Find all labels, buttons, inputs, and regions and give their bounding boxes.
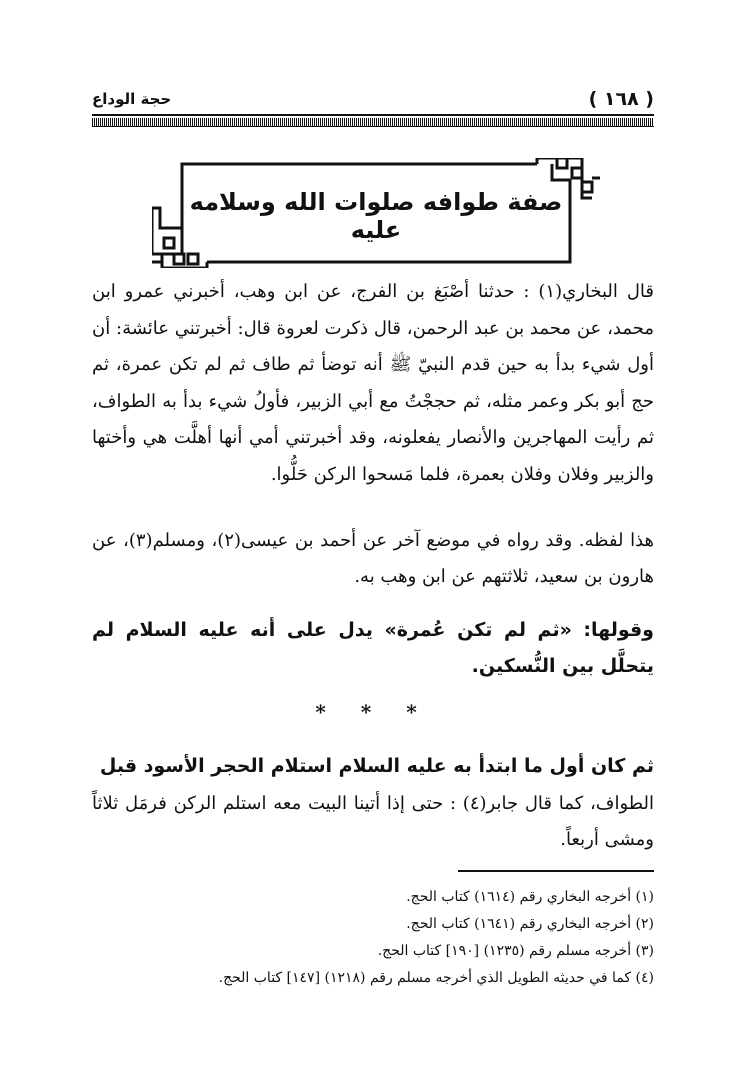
footnote-item: (٤) كما في حديثه الطويل الذي أخرجه مسلم رقم (١٢١٨) [١٤٧] كتاب الحج. [218,970,654,986]
footnote-item: (١) أخرجه البخاري رقم (١٦١٤) كتاب الحج. [406,889,654,905]
footnote-rule [458,870,654,872]
section-title-frame [152,158,600,268]
paragraph-narration: هذا لفظه. وقد رواه في موضع آخر عن أحمد بن عيسى(٢)، ومسلم(٣)، عن هارون بن سعيد، ثلاثتهم عن ابن وهب به. [92,530,655,587]
paragraph-heading-bold: ثم كان أول ما ابتدأ به عليه السلام استلام الحجر الأسود قبل [99,755,654,777]
running-header [92,88,654,114]
book-title: حجة الوداع [92,90,172,108]
header-rule-top [92,114,654,116]
paragraph-hadith: قال البخاري(١) : حدثنا أصْبَغ بن الفرج، عن ابن وهب، أخبرني عمرو ابن محمد، عن محمد بن عبد الرحمن، قال ذكرت لعروة قال: أخبرتني عائشة: أن أول شيء بدأ به حين قدم النبيّ ﷺ أنه توضأ ثم طاف ثم لم تكن عمرة، ثم حج أبو بكر وعمر مثله، ثم حججْتُ مع أبي الزبير، فأولُ شيء بدأ به الطواف، ثم رأيت المهاجرين والأنصار يفعلونه، وقد أخبرتني أمي أنها أهلَّت هي وأختها والزبير وفلان وفلان بعمرة، فلما مَسحوا الركن حَلُّوا. [92,281,654,485]
section-title: صفة طوافه صلوات الله وسلامه عليه [189,188,563,244]
header-rule-bottom [92,126,654,127]
header-rule-hatched [92,118,654,126]
footnote-item: (٣) أخرجه مسلم رقم (١٢٣٥) [١٩٠] كتاب الحج. [377,943,654,959]
page-number: ( ١٦٨ ) [588,88,654,110]
paragraph-commentary: وقولها: «ثم لم تكن عُمرة» يدل على أنه عليه السلام لم يتحلَّل بين النُّسكين. [92,619,654,677]
footnote-item: (٢) أخرجه البخاري رقم (١٦٤١) كتاب الحج. [406,916,654,932]
section-separator: * * * [315,700,431,724]
footnotes [92,884,654,992]
paragraph-jabir: الطواف، كما قال جابر(٤) : حتى إذا أتينا البيت معه استلم الركن فرمَل ثلاثاً ومشى أربعاً. [92,793,655,850]
